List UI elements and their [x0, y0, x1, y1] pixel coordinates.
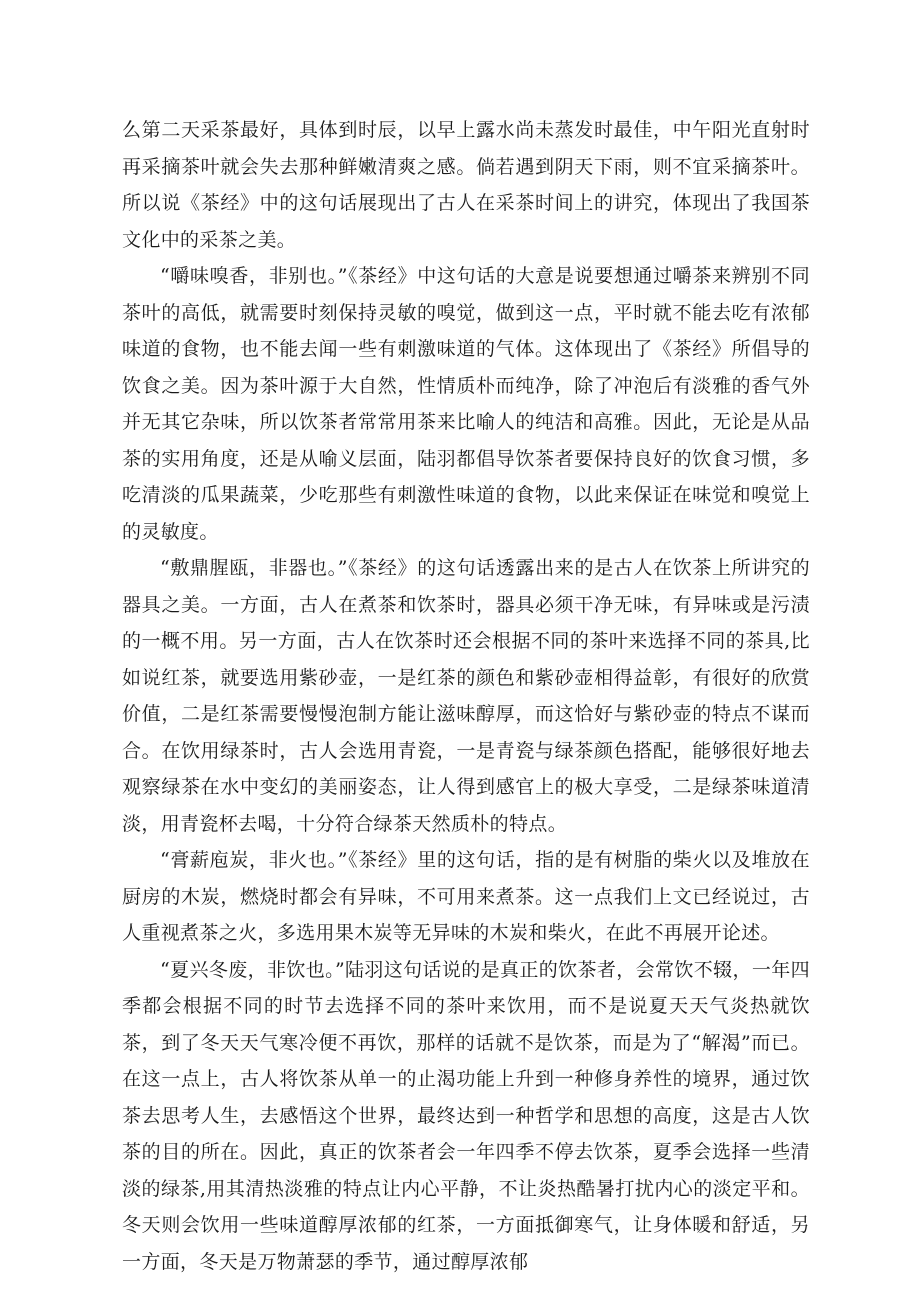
document-body: [122, 112, 810, 1280]
paragraph-jiao-wei-xiu-xiang: “嚼味嗅香，非别也。”《茶经》中这句话的大意是说要想通过嚼茶来辨别不同茶叶的高低，就需要时刻保持灵敏的嗅觉，做到这一点，平时就不能去吃有浓郁味道的食物，也不能去闻一些有刺激味道的气体。这体现出了《茶经》所倡导的饮食之美。因为茶叶源于大自然，性情质朴而纯净，除了冲泡后有淡雅的香气外并无其它杂味，所以饮茶者常常用茶来比喻人的纯洁和高雅。因此，无论是从品茶的实用角度，还是从喻义层面，陆羽都倡导饮茶者要保持良好的饮食习惯，多吃清淡的瓜果蔬菜，少吃那些有刺激性味道的食物，以此来保证在味觉和嗅觉上的灵敏度。: [122, 265, 810, 543]
paragraph-cha-jing-intro: 么第二天采茶最好，具体到时辰，以早上露水尚未蒸发时最佳，中午阳光直射时再采摘茶叶就会失去那种鲜嫩清爽之感。倘若遇到阴天下雨，则不宜采摘茶叶。所以说《茶经》中的这句话展现出了古人在采茶时间上的讲究，体现出了我国茶文化中的采茶之美。: [122, 119, 810, 251]
paragraph-fu-ding-xing-ou: “敷鼎腥瓯，非器也。”《茶经》的这句话透露出来的是古人在饮茶上所讲究的器具之美。一方面，古人在煮茶和饮茶时，器具必须干净无味，有异味或是污渍的一概不用。另一方面，古人在饮茶时还会根据不同的茶叶来选择不同的茶具,比如说红茶，就要选用紫砂壶，一是红茶的颜色和紫砂壶相得益彰，有很好的欣赏价值，二是红茶需要慢慢泡制方能让滋味醇厚，而这恰好与紫砂壶的特点不谋而合。在饮用绿茶时，古人会选用青瓷，一是青瓷与绿茶颜色搭配，能够很好地去观察绿茶在水中变幻的美丽姿态，让人得到感官上的极大享受，二是绿茶味道清淡，用青瓷杯去喝，十分符合绿茶天然质朴的特点。: [122, 557, 810, 835]
paragraph-xia-xing-dong-fei: “夏兴冬废，非饮也。”陆羽这句话说的是真正的饮茶者，会常饮不辍，一年四季都会根据不同的时节去选择不同的茶叶来饮用，而不是说夏天天气炎热就饮茶，到了冬天天气寒冷便不再饮，那样的话就不是饮茶，而是为了“解渴”而已。在这一点上，古人将饮茶从单一的止渴功能上升到一种修身养性的境界，通过饮茶去思考人生，去感悟这个世界，最终达到一种哲学和思想的高度，这是古人饮茶的目的所在。因此，真正的饮茶者会一年四季不停去饮茶，夏季会选择一些清淡的绿茶,用其清热淡雅的特点让内心平静，不让炎热酷暑打扰内心的淡定平和。冬天则会饮用一些味道醇厚浓郁的红茶，一方面抵御寒气，让身体暖和舒适，另一方面，冬天是万物萧瑟的季节，通过醇厚浓郁: [122, 958, 810, 1273]
paragraph-gao-xin-pao-tan: “膏薪庖炭，非火也。”《茶经》里的这句话，指的是有树脂的柴火以及堆放在厨房的木炭，燃烧时都会有异味，不可用来煮茶。这一点我们上文已经说过，古人重视煮茶之火，多选用果木炭等无异味的木炭和柴火，在此不再展开论述。: [122, 849, 810, 944]
